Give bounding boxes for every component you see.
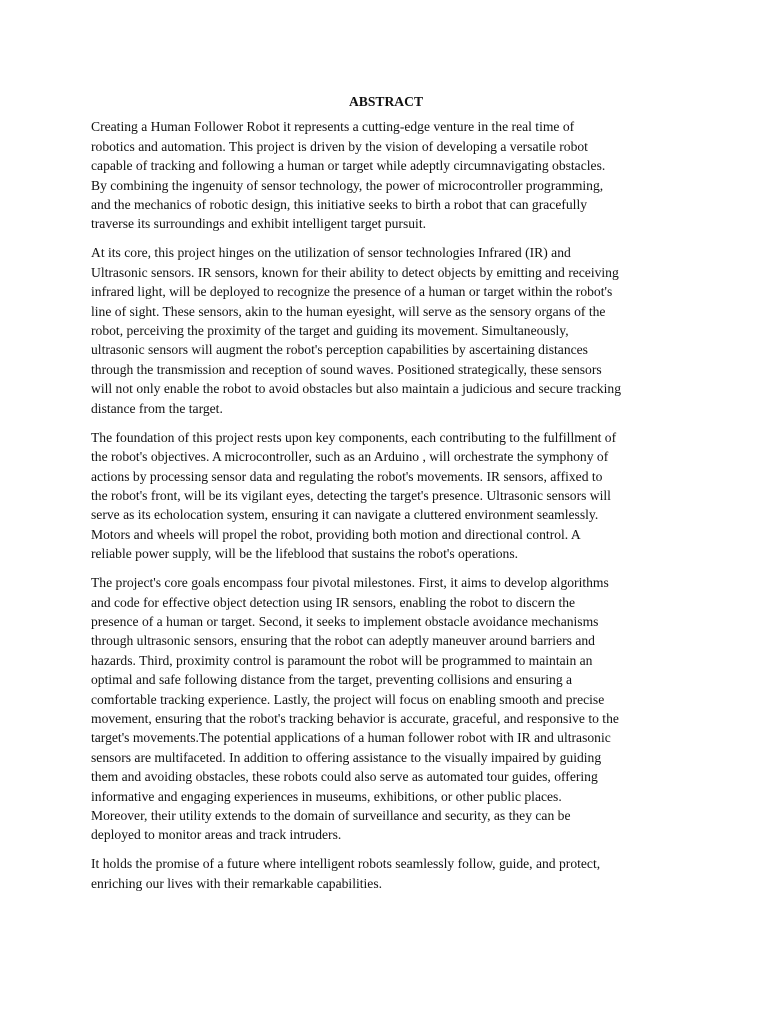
text-line: optimal and safe following distance from the target, preventing collisions and ensuring a bbox=[91, 672, 573, 688]
text-line: reliable power supply, will be the lifeblood that sustains the robot's operations. bbox=[91, 546, 519, 562]
text-line: the robot's objectives. A microcontroller, such as an Arduino , will orchestrate the symphony of bbox=[91, 449, 609, 465]
text-line: and code for effective object detection using IR sensors, enabling the robot to discern the bbox=[91, 594, 576, 610]
text-line: target's movements.The potential applications of a human follower robot with IR and ultrasonic bbox=[91, 730, 611, 746]
text-line: By combining the ingenuity of sensor technology, the power of microcontroller programming, bbox=[91, 177, 604, 193]
paragraph-sensors bbox=[91, 243, 681, 418]
paragraph-conclusion bbox=[91, 854, 681, 893]
paragraph-introduction bbox=[91, 117, 681, 233]
text-line: deployed to monitor areas and track intruders. bbox=[91, 827, 342, 843]
text-line: the robot's front, will be its vigilant eyes, detecting the target's presence. Ultrasonic sensors will bbox=[91, 487, 611, 503]
abstract-heading: ABSTRACT bbox=[348, 94, 424, 109]
text-line: informative and engaging experiences in museums, exhibitions, or other public places. bbox=[91, 788, 562, 804]
text-line: actions by processing sensor data and regulating the robot's movements. IR sensors, affixed to bbox=[91, 468, 603, 484]
text-line: and the mechanics of robotic design, this initiative seeks to birth a robot that can gracefully bbox=[91, 197, 588, 213]
text-line: through ultrasonic sensors, ensuring that the robot can adeptly maneuver around barriers and bbox=[91, 633, 595, 649]
text-line: movement, ensuring that the robot's tracking behavior is accurate, graceful, and responsive to the bbox=[91, 710, 619, 726]
text-line: hazards. Third, proximity control is paramount the robot will be programmed to maintain an bbox=[91, 652, 593, 668]
text-line: sensors are multifaceted. In addition to offering assistance to the visually impaired by guiding bbox=[91, 749, 602, 765]
text-line: infrared light, will be deployed to recognize the presence of a human or target within the robot's bbox=[91, 284, 613, 300]
text-line: It holds the promise of a future where intelligent robots seamlessly follow, guide, and protect, bbox=[91, 856, 601, 872]
text-line: The foundation of this project rests upon key components, each contributing to the fulfillment of bbox=[91, 429, 617, 445]
text-line: Creating a Human Follower Robot it represents a cutting-edge venture in the real time of bbox=[91, 119, 575, 135]
text-line: will not only enable the robot to avoid obstacles but also maintain a judicious and secure tracking bbox=[91, 381, 622, 397]
text-line: them and avoiding obstacles, these robots could also serve as automated tour guides, offering bbox=[91, 769, 598, 785]
paragraph-components bbox=[91, 428, 681, 564]
text-line: capable of tracking and following a human or target while adeptly circumnavigating obstacles. bbox=[91, 158, 606, 174]
text-line: serve as its echolocation system, ensuring it can navigate a cluttered environment seamlessly. bbox=[91, 507, 599, 523]
text-line: line of sight. These sensors, akin to the human eyesight, will serve as the sensory organs of the bbox=[91, 303, 606, 319]
text-line: Ultrasonic sensors. IR sensors, known for their ability to detect objects by emitting and receiving bbox=[91, 264, 619, 280]
text-line: Motors and wheels will propel the robot, providing both motion and directional control. A bbox=[91, 526, 581, 542]
text-line: ultrasonic sensors will augment the robot's perception capabilities by ascertaining distances bbox=[91, 342, 588, 358]
text-line: enriching our lives with their remarkable capabilities. bbox=[91, 875, 383, 891]
text-line: through the transmission and reception of sound waves. Positioned strategically, these sensors bbox=[91, 361, 602, 377]
text-line: traverse its surroundings and exhibit intelligent target pursuit. bbox=[91, 216, 426, 232]
text-line: presence of a human or target. Second, it seeks to implement obstacle avoidance mechanisms bbox=[91, 613, 599, 629]
text-line: robot, perceiving the proximity of the target and guiding its movement. Simultaneously, bbox=[91, 323, 569, 339]
paragraph-goals bbox=[91, 573, 681, 845]
abstract-section bbox=[91, 92, 681, 903]
text-line: comfortable tracking experience. Lastly, the project will focus on enabling smooth and precise bbox=[91, 691, 605, 707]
text-line: distance from the target. bbox=[91, 400, 223, 416]
text-line: Moreover, their utility extends to the domain of surveillance and security, as they can be bbox=[91, 808, 571, 823]
text-line: robotics and automation. This project is driven by the vision of developing a versatile robot bbox=[91, 138, 588, 154]
text-line: At its core, this project hinges on the utilization of sensor technologies Infrared (IR) and bbox=[91, 245, 571, 261]
text-line: The project's core goals encompass four pivotal milestones. First, it aims to develop algorithms bbox=[91, 575, 609, 591]
